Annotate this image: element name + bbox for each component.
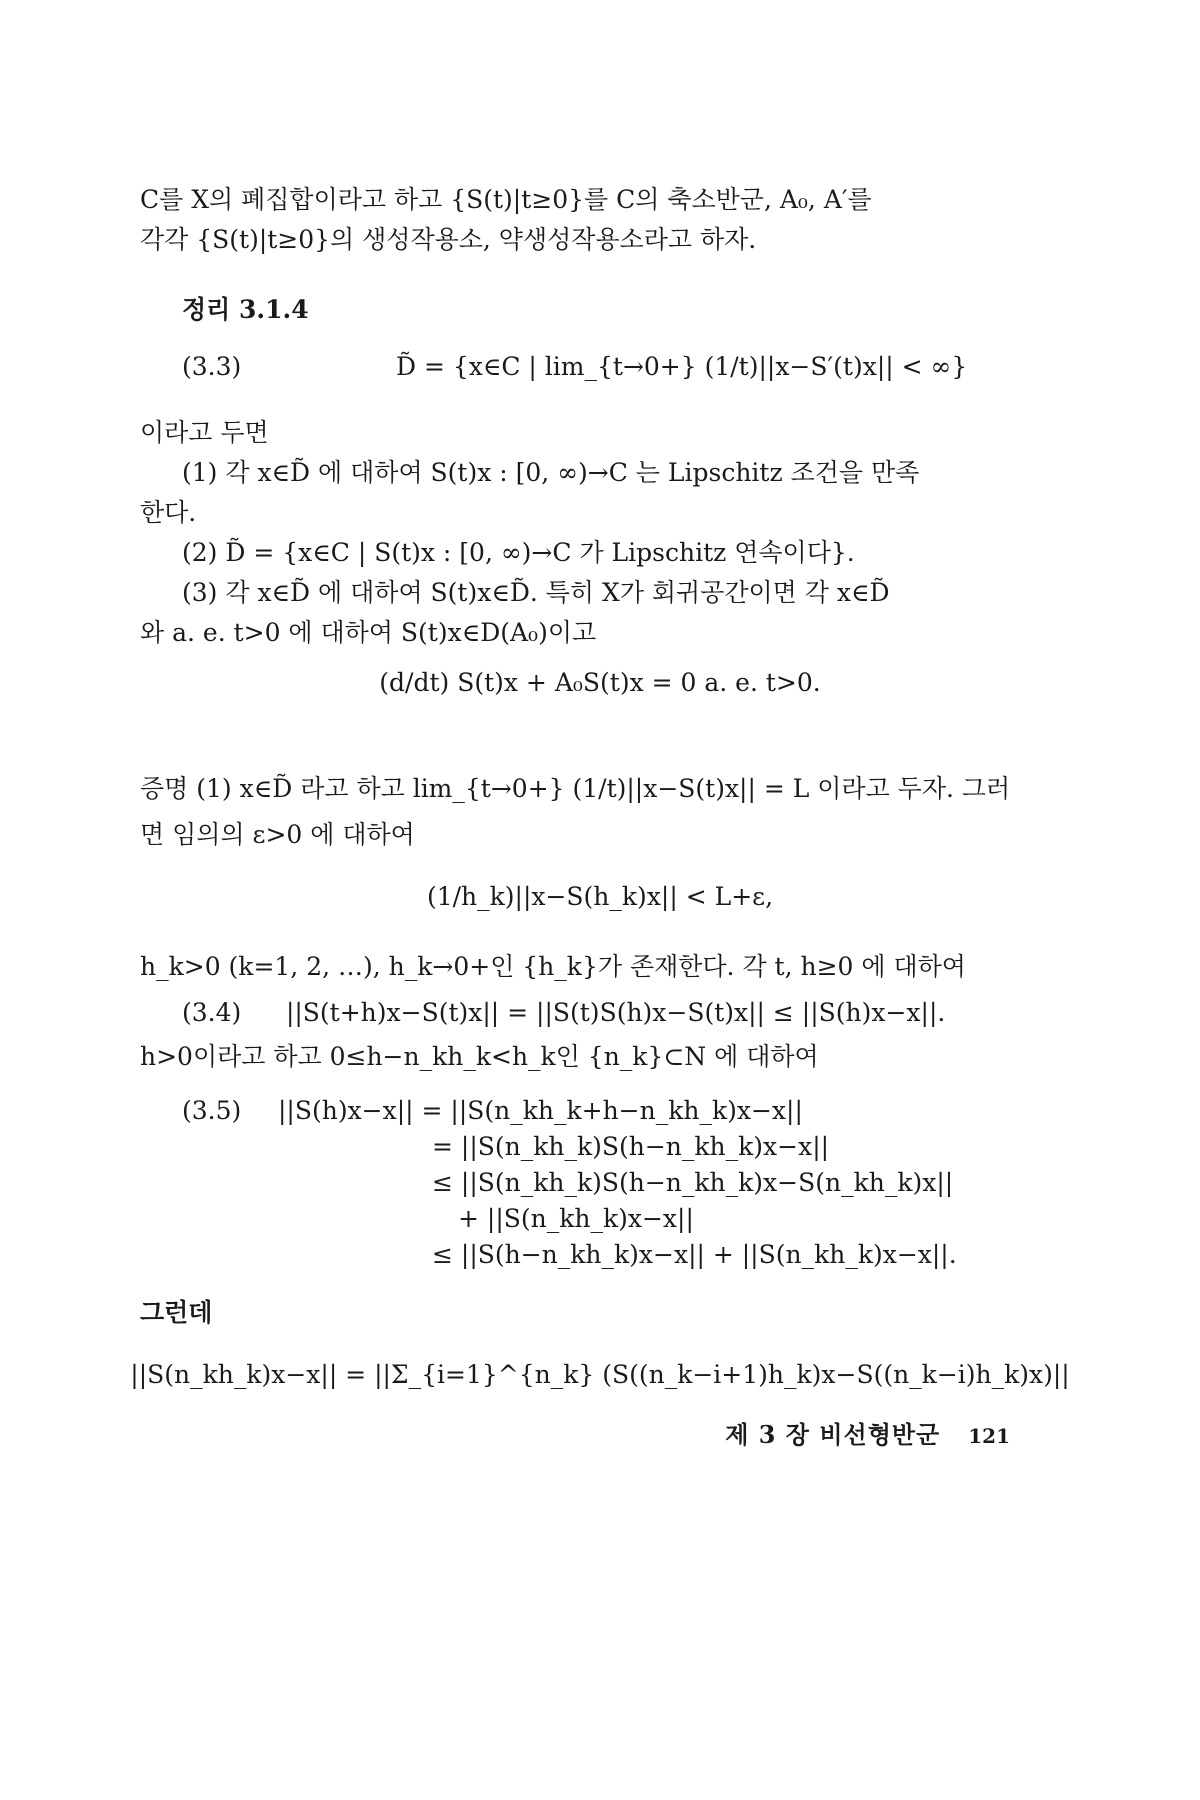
equation-3-5-line: ≤ ||S(n_kh_k)S(h−n_kh_k)x−S(n_kh_k)x||	[432, 1168, 954, 1197]
theorem-item-3b: 와 a. e. t>0 에 대하여 S(t)x∈D(A₀)이고	[140, 618, 597, 647]
equation-hk: (1/h_k)||x−S(h_k)x|| < L+ε,	[426, 882, 774, 911]
equation-3-5-line: = ||S(n_kh_k)S(h−n_kh_k)x−x||	[432, 1132, 830, 1161]
theorem-title: 정리 3.1.4	[182, 295, 309, 324]
equation-derivative: (d/dt) S(t)x + A₀S(t)x = 0 a. e. t>0.	[379, 668, 821, 697]
proof-however: 그런데	[140, 1298, 213, 1327]
running-head: 제 3 장 비선형반군	[725, 1420, 941, 1449]
equation-3-5-line: ≤ ||S(h−n_kh_k)x−x|| + ||S(n_kh_k)x−x||.	[432, 1240, 957, 1269]
intro-line-2: 각각 {S(t)|t≥0}의 생성작용소, 약생성작용소라고 하자.	[140, 225, 757, 254]
equation-3-5-row	[182, 1094, 278, 1128]
equation-3-4: ||S(t+h)x−S(t)x|| = ||S(t)S(h)x−S(t)x|| ≤ ||S(h)x−x||.	[285, 998, 946, 1027]
proof-line-2: 면 임의의 ε>0 에 대하여	[140, 820, 415, 849]
equation-3-3: D̃ = {x∈C | lim_{t→0+} (1/t)||x−S′(t)x|| < ∞}	[395, 352, 968, 381]
equation-3-5-line: ||S(h)x−x|| = ||S(n_kh_k+h−n_kh_k)x−x||	[278, 1096, 803, 1125]
equation-3-5-line: + ||S(n_kh_k)x−x||	[458, 1204, 694, 1233]
proof-line-3: h_k>0 (k=1, 2, …), h_k→0+인 {h_k}가 존재한다. 각 t, h≥0 에 대하여	[140, 952, 966, 981]
page-footer	[725, 1418, 1010, 1453]
theorem-item-3a: (3) 각 x∈D̃ 에 대하여 S(t)x∈D̃. 특히 X가 회귀공간이면 각 x∈D̃	[182, 578, 890, 607]
theorem-item-1a: (1) 각 x∈D̃ 에 대하여 S(t)x : [0, ∞)→C 는 Lipschitz 조건을 만족	[182, 458, 920, 487]
equation-number: (3.3)	[182, 352, 242, 381]
page-number: 121	[968, 1424, 1010, 1448]
equation-number: (3.4)	[182, 998, 242, 1027]
theorem-item-1b: 한다.	[140, 498, 197, 527]
equation-3-4-row	[182, 996, 945, 1030]
theorem-item-2: (2) D̃ = {x∈C | S(t)x : [0, ∞)→C 가 Lipschitz 연속이다}.	[182, 538, 855, 567]
equation-number: (3.5)	[182, 1096, 242, 1125]
proof-line-4: h>0이라고 하고 0≤h−n_kh_k<h_k인 {n_k}⊂N 에 대하여	[140, 1042, 819, 1071]
intro-line-1: C를 X의 폐집합이라고 하고 {S(t)|t≥0}를 C의 축소반군, A₀, A′를	[140, 185, 872, 214]
equation-3-3-row	[182, 350, 967, 384]
theorem-then: 이라고 두면	[140, 418, 269, 447]
equation-sum: ||S(n_kh_k)x−x|| = ||Σ_{i=1}^{n_k} (S((n_k−i+1)h_k)x−S((n_k−i)h_k)x)||	[130, 1360, 1070, 1389]
proof-line-1: 증명 (1) x∈D̃ 라고 하고 lim_{t→0+} (1/t)||x−S(t)x|| = L 이라고 두자. 그러	[140, 774, 1011, 803]
